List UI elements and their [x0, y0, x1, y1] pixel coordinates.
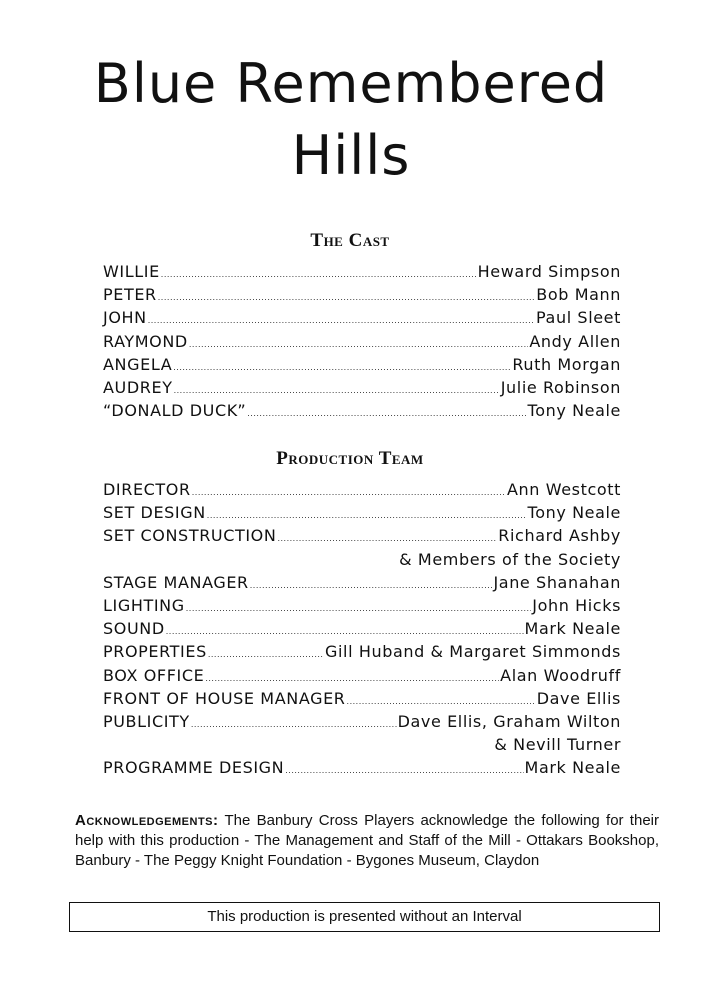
dot-leader	[191, 713, 397, 736]
crew-name: Jane Shanahan	[493, 572, 621, 592]
dot-leader	[247, 402, 526, 425]
crew-row	[103, 687, 621, 710]
dot-leader	[208, 643, 324, 666]
crew-role: STAGE MANAGER	[103, 572, 249, 592]
dot-leader	[250, 574, 493, 597]
dot-leader	[161, 263, 477, 286]
cast-role: AUDREY	[103, 377, 173, 397]
cast-actor: Julie Robinson	[500, 377, 621, 397]
dot-leader	[189, 333, 529, 356]
crew-role: SET DESIGN	[103, 503, 206, 523]
production-team-list	[103, 478, 621, 779]
crew-row	[103, 756, 621, 779]
cast-row	[103, 330, 621, 353]
crew-name: Dave Ellis, Graham Wilton	[397, 711, 621, 731]
crew-role: DIRECTOR	[103, 480, 191, 499]
crew-name: Mark Neale	[524, 619, 621, 639]
acknowledgements-label: Acknowledgements:	[75, 812, 219, 829]
cast-actor: Ruth Morgan	[512, 354, 621, 374]
crew-role: FRONT OF HOUSE MANAGER	[103, 688, 346, 708]
cast-role: RAYMOND	[103, 331, 188, 351]
acknowledgements-text: The Banbury Cross Players acknowledge the following for their help with this production - The Management and Staff of the Mill - Ottakars Bookshop, Banbury - The Peggy Knight Foundation - Bygones Museum, Claydon	[75, 812, 659, 869]
cast-actor: Bob Mann	[536, 285, 621, 305]
cast-role: JOHN	[103, 308, 147, 328]
crew-continuation: & Members of the Society	[399, 549, 621, 569]
production-team-heading: Production Team	[276, 448, 424, 469]
dot-leader	[158, 286, 536, 309]
crew-role: SET CONSTRUCTION	[103, 526, 277, 546]
crew-role: PROGRAMME DESIGN	[103, 758, 285, 778]
cast-role: PETER	[103, 285, 157, 305]
crew-row	[103, 501, 621, 524]
crew-row	[103, 478, 621, 501]
cast-row	[103, 353, 621, 376]
crew-row	[103, 664, 621, 687]
dot-leader	[192, 481, 506, 504]
cast-actor: Andy Allen	[529, 331, 621, 351]
dot-leader	[173, 356, 511, 379]
crew-row	[103, 524, 621, 547]
crew-continuation: & Nevill Turner	[494, 735, 621, 755]
cast-list	[103, 260, 621, 422]
crew-row	[103, 571, 621, 594]
crew-role: PROPERTIES	[103, 642, 207, 662]
cast-actor: Heward Simpson	[477, 262, 621, 281]
crew-name: Mark Neale	[524, 758, 621, 778]
acknowledgements	[75, 811, 659, 871]
crew-role: SOUND	[103, 619, 165, 639]
interval-notice: This production is presented without an Interval	[69, 902, 660, 932]
cast-row	[103, 399, 621, 422]
crew-row	[103, 640, 621, 663]
crew-role: PUBLICITY	[103, 711, 190, 731]
cast-actor: Tony Neale	[527, 401, 621, 421]
crew-name: Dave Ellis	[536, 688, 621, 708]
cast-actor: Paul Sleet	[536, 308, 621, 328]
play-title-line-1: Blue Remembered	[93, 52, 609, 115]
cast-row	[103, 283, 621, 306]
crew-name: Ann Westcott	[507, 480, 621, 499]
crew-row	[103, 617, 621, 640]
dot-leader	[285, 759, 523, 782]
play-title-line-2: Hills	[291, 124, 411, 187]
crew-name: Alan Woodruff	[500, 665, 621, 685]
cast-row	[103, 260, 621, 283]
crew-row	[103, 710, 621, 733]
cast-role: ANGELA	[103, 354, 173, 374]
cast-role: WILLIE	[103, 262, 160, 281]
cast-heading: The Cast	[310, 230, 390, 251]
crew-role: BOX OFFICE	[103, 665, 205, 685]
crew-role: LIGHTING	[103, 595, 185, 615]
crew-name: Tony Neale	[527, 503, 621, 523]
dot-leader	[186, 597, 532, 620]
dot-leader	[148, 309, 535, 332]
crew-name: John Hicks	[532, 595, 621, 615]
crew-row	[103, 594, 621, 617]
crew-name: Richard Ashby	[498, 526, 621, 546]
cast-row	[103, 306, 621, 329]
crew-name: Gill Huband & Margaret Simmonds	[325, 642, 621, 662]
cast-role: “DONALD DUCK”	[103, 401, 247, 421]
cast-row	[103, 376, 621, 399]
